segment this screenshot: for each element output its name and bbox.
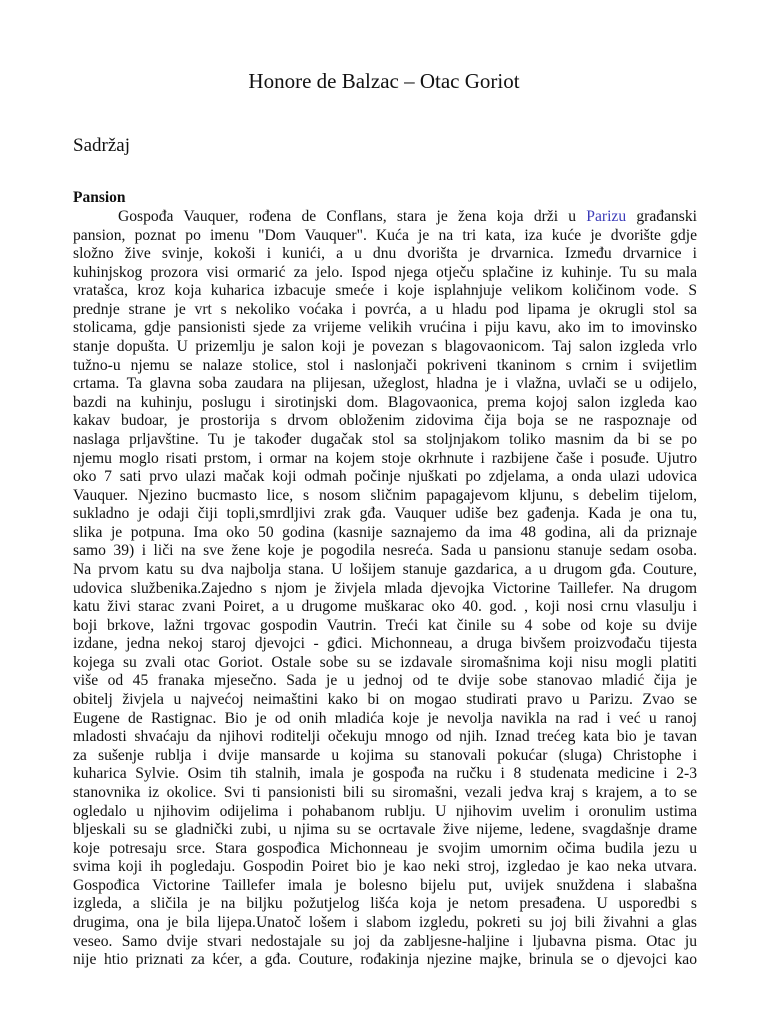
text-line: više od 45 franaka mjesečno. Sada je u jednoj od te dvije sobe stanovao mladić čija je: [73, 672, 697, 690]
text-line: tužno-u njemu se nalaze stolice, stol i naslonjači pokriveni tkaninom s crnim i svijetlim: [73, 356, 697, 374]
text-line: boji brkove, lažni trgovac gospodin Vautrin. Treći kat činile su 4 sobe od koje su dvije: [73, 616, 697, 634]
parizu-link[interactable]: Parizu: [586, 208, 627, 225]
text-line: [73, 208, 697, 227]
text-line: ogledalo u njihovim odijelima i pohabanom rublju. U njihovim uvelim i oronulim ustima: [73, 802, 697, 820]
text-line: stanje dopušta. U prizemlju je salon koji je povezan s blagovaonicom. Taj salon izgleda vrlo: [73, 338, 697, 356]
text-line: mladosti shvaćaju da njihovi roditelji očekuju mnogo od njih. Iznad trećeg kata bio je tavan: [73, 728, 697, 746]
text-line: katu živi starac zvani Poiret, a u drugome muškarac oko 40. god. , koji nosi crnu vlasulju i: [73, 598, 697, 616]
text-line: koje potresaju srce. Stara gospođica Michonneau je svojim umornim očima budila jezu u: [73, 839, 697, 857]
text-line: svima koji ih pogledaju. Gospodin Poiret bio je kao neki stroj, izgledao je kao neka utvara.: [73, 858, 697, 876]
text-line: stanovnika iz okolice. Svi ti pansionisti bili su siromašni, vezali jedva kraj s krajem, a to se: [73, 783, 697, 801]
document-title: Honore de Balzac – Otac Goriot: [248, 69, 520, 93]
text-segment: građanski: [626, 208, 697, 225]
text-line: vratašca, kroz koja kuharica izbacuje smeće i koje isplahnjuje velikom količinom vode. S: [73, 282, 697, 300]
text-line: bazdi na kuhinju, poslugu i sirotinjski dom. Blagovaonica, prema kojoj salon izgleda kao: [73, 393, 697, 411]
text-line: Eugene de Rastignac. Bio je od onih mladića koje je nevolja navikla na rad i već u ranoj: [73, 709, 697, 727]
text-line: obitelj živjela u najvećoj neimaštini kako bi on mogao studirati pravo u Parizu. Zvao se: [73, 691, 697, 709]
text-line: kojega su zvali otac Goriot. Ostale sobe su se izdavale siromašnima koji nisu mogli platiti: [73, 653, 697, 671]
toc-heading: Sadržaj: [73, 135, 130, 156]
section-heading-pansion: Pansion: [73, 189, 126, 206]
text-segment: Gospođa Vauquer, rođena de Conflans, stara je žena koja drži u: [118, 208, 587, 225]
text-line: prednje strane je vrt s nekoliko voćaka i povrća, a u hladu pod lipama je okrugli stol sa: [73, 300, 697, 318]
text-line: Vauquer. Njezino bucmasto lice, s nosom sličnim papagajevom kljunu, s debelim tijelom,: [73, 486, 697, 504]
text-line: udovica službenika.Zajedno s njom je živjela mlada djevojka Victorine Taillefer. Na drugom: [73, 579, 697, 597]
text-line: za sušenje rublja i dvije mansarde u kojima su stanovali pokućar (sluga) Christophe i: [73, 746, 697, 764]
text-line: sukladno je odaji čiji topli,smrdljivi zrak gđa. Vauquer udiše bez gađenja. Kada je ona tu,: [73, 505, 697, 523]
text-line: crtama. Ta glavna soba zaudara na plijesan, užeglost, hladna je i vlažna, uvlači se u odijelo,: [73, 375, 697, 393]
text-line: drugima, ona je bila lijepa.Unatoč lošem i slabom izgledu, pokreti su joj bili živahni a glas: [73, 913, 697, 931]
text-line: Na prvom katu su dva najbolja stana. U lošijem stanuje gazdarica, a u drugom gđa. Couture,: [73, 560, 697, 578]
body-paragraph: [73, 208, 697, 970]
text-line: kakav budoar, je prostorija s drvom obloženim zidovima čija boja se ne raspoznaje od: [73, 412, 697, 430]
text-line: kuharica Sylvie. Osim tih stalnih, imala je gospođa na ručku i 8 studenata medicine i 2-3: [73, 765, 697, 783]
text-line: kuhinjskog prozora visi ormarić za jelo. Ispod njega otječu splačine iz kuhinje. Tu su mala: [73, 263, 697, 281]
text-line: pansion, poznat po imenu "Dom Vauquer". Kuća je na tri kata, iza kuće je dvorište gdje: [73, 226, 697, 244]
text-line: izdane, jedna nekoj staroj djevojci - gđici. Michonneau, a druga bivšem proizvođaču tijesta: [73, 635, 697, 653]
text-line: stolicama, gdje pansionisti sjede za vrijeme velikih vrućina i piju kavu, ako im to imovinsko: [73, 319, 697, 337]
text-line: samo 39) i liči na sve žene koje je pogodila nesreća. Sada u pansionu stanuje sedam osoba.: [73, 542, 697, 560]
text-line: veseo. Samo dvije stvari nedostajale su joj da zabljesne-haljine i ljubavna pisma. Otac ju: [73, 932, 697, 950]
text-line: izgleda, a sličila je na biljku požutjelog lišća koja je netom presađena. U usporedbi s: [73, 895, 697, 913]
text-line: slika je potpuna. Ima oko 50 godina (kasnije saznajemo da ima 48 godina, ali da priznaje: [73, 523, 697, 541]
text-line: bljeskali su se gladnički zubi, u njima su se ocrtavale žive nijeme, ledene, svagdašnje drame: [73, 821, 697, 839]
text-line: njemu moglo risati prstom, i ormar na kojem stoje okrhnute i razbijene čaše i posuđe. Ujutro: [73, 449, 697, 467]
text-line: naslaga prljavštine. Tu je također dugačak stol sa stoljnjakom toliko masnim da bi se po: [73, 430, 697, 448]
text-line: nije htio priznati za kćer, a gđa. Couture, rođakinja njezine majke, brinula se o djevojci kao: [73, 951, 697, 969]
text-line: Gospođica Victorine Taillefer imala je bolesno bijelu put, uvijek snuždena i slabašna: [73, 876, 697, 894]
text-line: složno žive svinje, kokoši i kunići, a u dnu dvorišta je drvarnica. Između drvarnice i: [73, 245, 697, 263]
text-line: oko 7 sati prvo ulazi mačak koji odmah počinje njuškati po zdjelama, a onda ulazi udovica: [73, 468, 697, 486]
